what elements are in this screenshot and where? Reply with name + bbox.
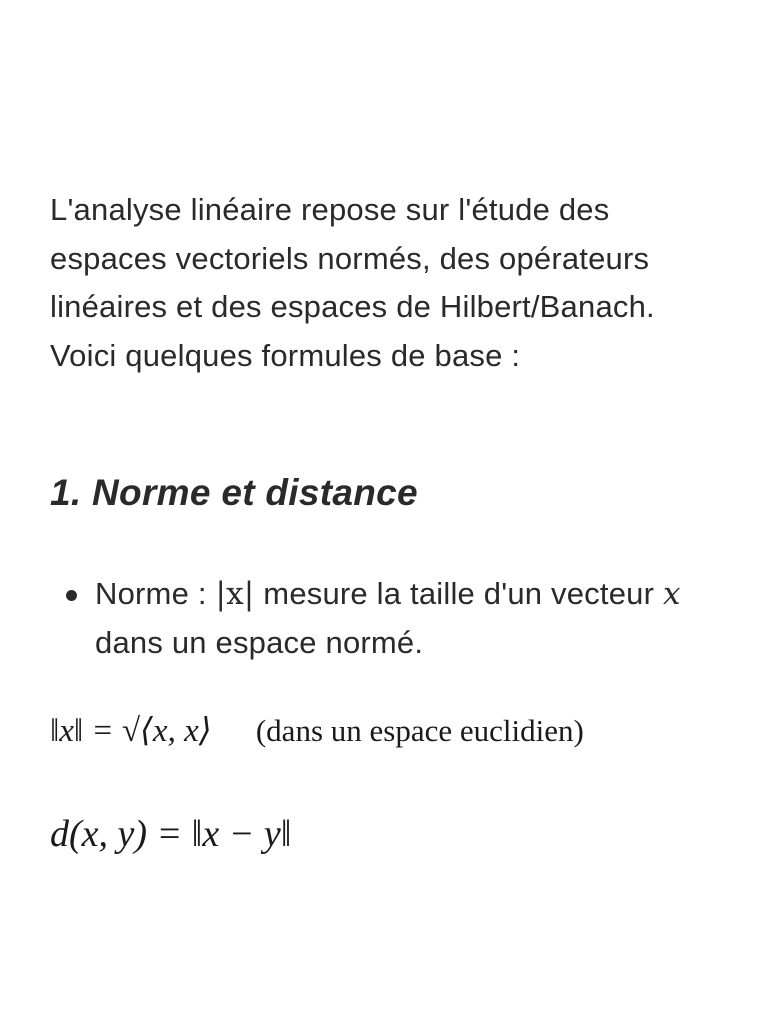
bullet-list bbox=[60, 570, 740, 667]
norm-formula bbox=[50, 710, 584, 750]
section-heading: 1. Norme et distance bbox=[50, 472, 418, 513]
bullet-dot-icon bbox=[66, 590, 77, 601]
norm-formula-note: (dans un espace euclidien) bbox=[255, 713, 584, 748]
list-item bbox=[60, 570, 740, 667]
bullet-text-end: dans un espace normé. bbox=[95, 624, 424, 660]
variable-symbol: x bbox=[662, 576, 681, 612]
norm-symbol: |x| bbox=[215, 576, 255, 612]
bullet-text: mesure la taille d'un vecteur bbox=[263, 576, 655, 611]
norm-formula-expression: ‖x‖ = √⟨x, x⟩ bbox=[50, 713, 212, 749]
distance-formula-expression: d(x, y) = ‖x − y‖ bbox=[50, 813, 292, 855]
intro-paragraph: L'analyse linéaire repose sur l'étude des espaces vectoriels normés, des opérateurs linéaires et des espaces de Hilbert/Banach. Voici quelques formules de base : bbox=[50, 192, 655, 373]
bullet-label: Norme : bbox=[95, 576, 207, 611]
distance-formula bbox=[50, 812, 291, 856]
